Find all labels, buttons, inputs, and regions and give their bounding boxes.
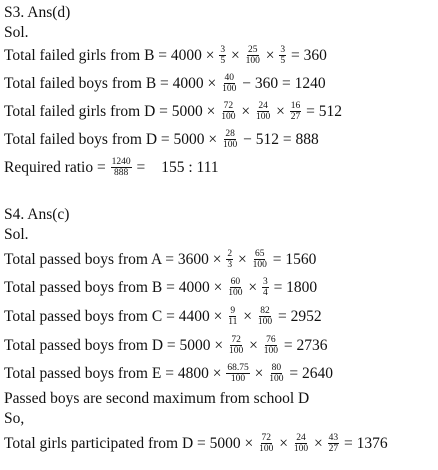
fraction: $\frac{3}{5}$ — [220, 44, 226, 66]
fraction: $\frac{76}{100}$ — [263, 334, 279, 356]
fraction: $\frac{28}{100}$ — [223, 128, 238, 150]
fraction: $\frac{80}{100}$ — [269, 362, 284, 384]
fraction: $\frac{68.75}{100}$ — [227, 362, 249, 384]
fraction: $\frac{82}{100}$ — [257, 305, 273, 327]
fraction: $\frac{25}{100}$ — [245, 44, 260, 66]
s4-conclusion: Passed boys are second maximum from school D — [4, 390, 310, 407]
s4-line-passed-boys-b: Total passed boys from B = 4000 × $\frac{60}{100}$ × $\frac{3}{4}$ = 1800 — [4, 276, 318, 298]
s3-line-failed-girls-b: Total failed girls from B = 4000 × $\frac{3}{5}$ × $\frac{25}{100}$ × $\frac{3}{5}$ = 360 — [4, 44, 327, 66]
fraction: $\frac{40}{100}$ — [222, 72, 237, 94]
s4-line-total-girls-d: Total girls participated from D = 5000 × $\frac{72}{100}$ × $\frac{24}{100}$ × $\frac{43}{27}$ = 1376 — [4, 432, 388, 454]
fraction: $\frac{72}{100}$ — [229, 334, 244, 356]
s3-line-failed-boys-b: Total failed boys from B = 4000 × $\frac{40}{100}$ − 360 = 1240 — [4, 72, 326, 94]
s4-sol-label: Sol. — [4, 226, 29, 243]
fraction: $\frac{65}{100}$ — [252, 248, 267, 270]
s4-so-label: So, — [4, 410, 25, 427]
fraction: $\frac{3}{4}$ — [262, 276, 268, 298]
fraction: $\frac{43}{27}$ — [328, 432, 339, 454]
s3-line-failed-girls-d: Total failed girls from D = 5000 × $\frac{72}{100}$ × $\frac{24}{100}$ × $\frac{16}{27}$ = 512 — [4, 100, 343, 122]
fraction: $\frac{2}{3}$ — [227, 248, 233, 270]
s3-heading: S3. Ans(d) — [4, 4, 71, 21]
s4-line-passed-boys-c: Total passed boys from C = 4400 × $\frac{9}{11}$ × $\frac{82}{100}$ = 2952 — [4, 305, 322, 327]
s4-heading: S4. Ans(c) — [4, 206, 70, 223]
s4-line-passed-boys-d: Total passed boys from D = 5000 × $\frac{72}{100}$ × $\frac{76}{100}$ = 2736 — [4, 334, 328, 356]
s3-sol-label: Sol. — [4, 24, 29, 41]
fraction: $\frac{72}{100}$ — [221, 100, 236, 122]
fraction: $\frac{3}{5}$ — [280, 44, 286, 66]
s3-line-required-ratio: Required ratio = $\frac{1240}{888}$ = 155 : 111 — [4, 156, 219, 178]
fraction: $\frac{1240}{888}$ — [111, 156, 131, 178]
s4-line-passed-boys-e: Total passed boys from E = 4800 × $\frac{68.75}{100}$ × $\frac{80}{100}$ = 2640 — [4, 362, 333, 384]
fraction: $\frac{60}{100}$ — [228, 276, 243, 298]
fraction: $\frac{24}{100}$ — [293, 432, 309, 454]
fraction: $\frac{16}{27}$ — [290, 100, 301, 122]
s3-line-failed-boys-d: Total failed boys from D = 5000 × $\frac{28}{100}$ − 512 = 888 — [4, 128, 319, 150]
s4-line-passed-boys-a: Total passed boys from A = 3600 × $\frac{2}{3}$ × $\frac{65}{100}$ = 1560 — [4, 248, 317, 270]
fraction: $\frac{9}{11}$ — [228, 305, 238, 327]
fraction: $\frac{72}{100}$ — [259, 432, 274, 454]
fraction: $\frac{24}{100}$ — [256, 100, 271, 122]
